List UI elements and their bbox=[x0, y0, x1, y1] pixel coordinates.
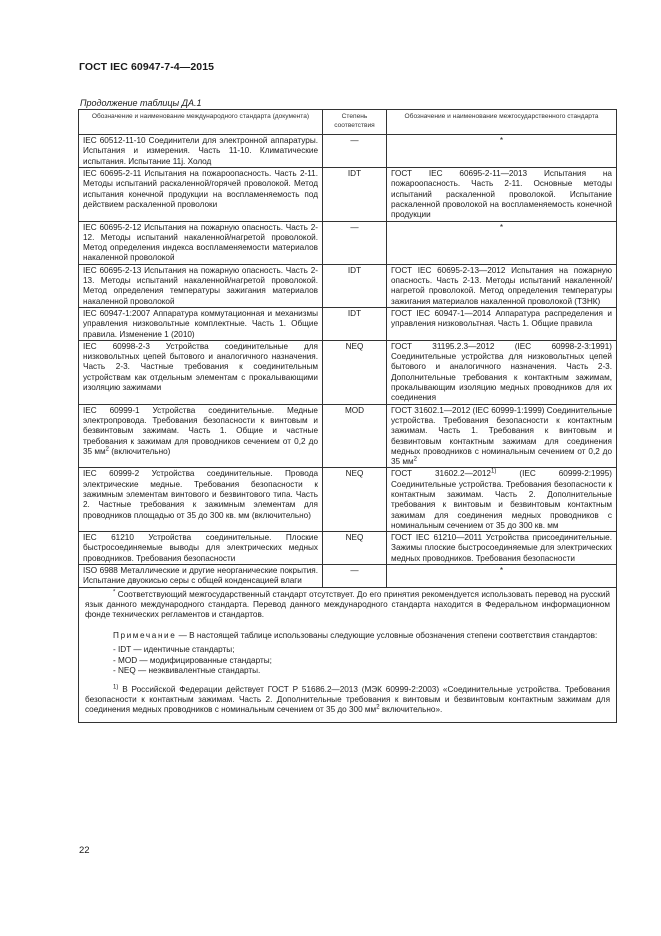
footnote-1 bbox=[85, 685, 610, 716]
intl-cell: IEC 60695-2-12 Испытания на пожарную опасность. Часть 2-12. Методы испытаний накаленной/нагретой проволокой. Метод определения индекса воспламеняемости материалов накаленной проволокой bbox=[79, 221, 323, 264]
table-row bbox=[79, 168, 617, 221]
note-label: Примечание bbox=[113, 630, 177, 640]
header-intl-standard: Обозначение и наименование международного стандарта (документа) bbox=[79, 110, 323, 135]
intl-cell: IEC 60999-2 Устройства соединительные. Провода электрические медные. Требования безопасности к зажимным элементам винтового и безвинтового типа. Часть 2. Частные требования к зажимным элементам для проводников площадью от 35 до 300 кв. мм (включительно) bbox=[79, 468, 323, 532]
gost-text-pre: ГОСТ 31602.2—2012 bbox=[391, 469, 491, 479]
degree-cell: — bbox=[323, 221, 387, 264]
footnote-star-text: Соответствующий межгосударственный стандарт отсутствует. До его принятия рекомендуется использовать перевод на русский язык данного международного стандарта. Перевод данного международного стандарта находится в Федеральном информационном фонде технических регламентов и стандартов. bbox=[85, 589, 610, 620]
intl-cell bbox=[79, 404, 323, 468]
table-row bbox=[79, 404, 617, 468]
intl-cell: IEC 61210 Устройства соединительные. Плоские быстросоединяемые выводы для электрических медных проводников. Требования безопасности bbox=[79, 532, 323, 565]
note-list bbox=[85, 645, 610, 676]
intl-cell: IEC 60947-1:2007 Аппаратура коммутационная и механизмы управления низковольтные комплектные. Часть 1. Общие правила. Изменение 1 (2010) bbox=[79, 307, 323, 340]
degree-cell: — bbox=[323, 565, 387, 588]
superscript: 2 bbox=[413, 456, 417, 463]
intl-cell: ISO 6988 Металлические и другие неорганические покрытия. Испытание двуокисью серы с общей конденсацией влаги bbox=[79, 565, 323, 588]
gost-cell: ГОСТ 31195.2.3—2012 (IEC 60998-2-3:1991) Соединительные устройства для низковольтных цепей бытового и аналогичного назначения. Часть 2-3. Дополнительные требования к контактным зажимам, прокалывающим изоляцию медных проводников для их соединения bbox=[387, 340, 617, 404]
intl-text: IEC 60999-1 Устройства соединительные. Медные электропровода. Требования безопасности к винтовым и безвинтовым зажимам. Часть 1. Общие и частные требования к зажимам для проводников сечением от 0,2 до 35 мм bbox=[83, 405, 318, 456]
gost-cell: ГОСТ IEC 60695-2-11—2013 Испытания на пожароопасность. Часть 2-11. Основные методы испытаний раскаленной проволокой. Испытание раскаленной проволокой на воспламеняемость конечной продукции bbox=[387, 168, 617, 221]
table-row bbox=[79, 221, 617, 264]
notes-cell bbox=[79, 587, 617, 722]
table-row bbox=[79, 565, 617, 588]
table-row bbox=[79, 135, 617, 168]
table-row bbox=[79, 264, 617, 307]
list-item: - IDT — идентичные стандарты; bbox=[113, 645, 235, 655]
header-degree: Степень соответствия bbox=[323, 110, 387, 135]
gost-cell bbox=[387, 468, 617, 532]
gost-cell bbox=[387, 404, 617, 468]
table-row bbox=[79, 307, 617, 340]
degree-cell: NEQ bbox=[323, 340, 387, 404]
note-paragraph bbox=[85, 631, 610, 641]
intl-cell: IEC 60695-2-13 Испытания на пожарную опасность. Часть 2-13. Методы испытаний накаленной/нагретой проволокой. Метод определения температуры зажигания материалов накаленной проволокой bbox=[79, 264, 323, 307]
superscript: 2 bbox=[105, 446, 109, 453]
gost-cell: ГОСТ IEC 60947-1—2014 Аппаратура распределения и управления низковольтная. Часть 1. Общие правила bbox=[387, 307, 617, 340]
degree-cell: — bbox=[323, 135, 387, 168]
header-gost-standard: Обозначение и наименование межгосударственного стандарта bbox=[387, 110, 617, 135]
gost-cell: * bbox=[387, 565, 617, 588]
table-row bbox=[79, 340, 617, 404]
list-item: - NEQ — неэквивалентные стандарты. bbox=[113, 666, 261, 676]
degree-cell: IDT bbox=[323, 264, 387, 307]
footnote-star bbox=[85, 590, 610, 621]
degree-cell: NEQ bbox=[323, 532, 387, 565]
intl-cell: IEC 60998-2-3 Устройства соединительные для низковольтных цепей бытового и аналогичного назначения. Часть 2-3. Частные требования к соединительным устройствам как отдельным элементам с прокалывающими изоляцию зажимами bbox=[79, 340, 323, 404]
document-header: ГОСТ IEC 60947-7-4—2015 bbox=[79, 61, 215, 73]
footnote-ref: 1) bbox=[491, 468, 497, 475]
gost-text: (IEC 60999-2:1995) Соединительные устройства. Требования безопасности к контактным зажимам. Часть 2. Дополнительные требования к винтовым и безвинтовым контактным зажимам для соединения медных проводников с номинальным сечением от 35 до 300 кв. мм bbox=[391, 469, 612, 530]
gost-cell: ГОСТ IEC 60695-2-13—2012 Испытания на пожарную опасность. Часть 2-13. Методы испытаний накаленной/нагретой проволокой. Метод определения температуры зажигания материалов накаленной проволокой (ТЗНК) bbox=[387, 264, 617, 307]
degree-cell: MOD bbox=[323, 404, 387, 468]
standards-table bbox=[78, 109, 617, 723]
gost-text: ГОСТ 31602.1—2012 (IEC 60999-1:1999) Соединительные устройства. Требования безопасности к контактным зажимам. Часть 1. Требования к винтовым и безвинтовым контактным зажимам для соединения медных проводников с номинальным сечением от 0,2 до 35 мм bbox=[391, 405, 612, 467]
list-item: - MOD — модифицированные стандарты; bbox=[113, 655, 272, 665]
footnote-1-mark: 1) bbox=[113, 683, 119, 690]
degree-cell: NEQ bbox=[323, 468, 387, 532]
gost-cell: * bbox=[387, 135, 617, 168]
note-text: — В настоящей таблице использованы следующие условные обозначения степени соответствия стандартов: bbox=[176, 630, 598, 640]
footnote-1-tail: включительно». bbox=[379, 705, 443, 715]
intl-cell: IEC 60695-2-11 Испытания на пожароопасность. Часть 2-11. Методы испытаний раскаленной/горячей проволокой. Метод испытания конечной продукции на воспламеняемость под действием раскаленной проволоки bbox=[79, 168, 323, 221]
table-caption: Продолжение таблицы ДА.1 bbox=[80, 98, 202, 108]
table-header-row bbox=[79, 110, 617, 135]
gost-cell: * bbox=[387, 221, 617, 264]
page-number: 22 bbox=[79, 845, 90, 856]
table-row bbox=[79, 468, 617, 532]
degree-cell: IDT bbox=[323, 168, 387, 221]
degree-cell: IDT bbox=[323, 307, 387, 340]
intl-text-tail: (включительно) bbox=[108, 446, 171, 456]
footnote-1-text: В Российской Федерации действует ГОСТ Р 51686.2—2013 (МЭК 60999-2:2003) «Соединительные устройства. Требования безопасности к контактным зажимам. Часть 2. Дополнительные требования к винтовым и безвинтовым контактным зажимам для соединения медных проводников с номинальным сечением от 35 до 300 мм bbox=[85, 684, 610, 715]
footnote-star-mark: * bbox=[113, 588, 116, 595]
superscript: 2 bbox=[376, 704, 380, 711]
table-row bbox=[79, 532, 617, 565]
table-notes-row bbox=[79, 587, 617, 722]
intl-cell: IEC 60512-11-10 Соединители для электронной аппаратуры. Испытания и измерения. Часть 11-10. Климатические испытания. Испытание 11j. Холод bbox=[79, 135, 323, 168]
gost-cell: ГОСТ IEC 61210—2011 Устройства присоединительные. Зажимы плоские быстросоединяемые для электрических медных проводников. Требования безопасности bbox=[387, 532, 617, 565]
